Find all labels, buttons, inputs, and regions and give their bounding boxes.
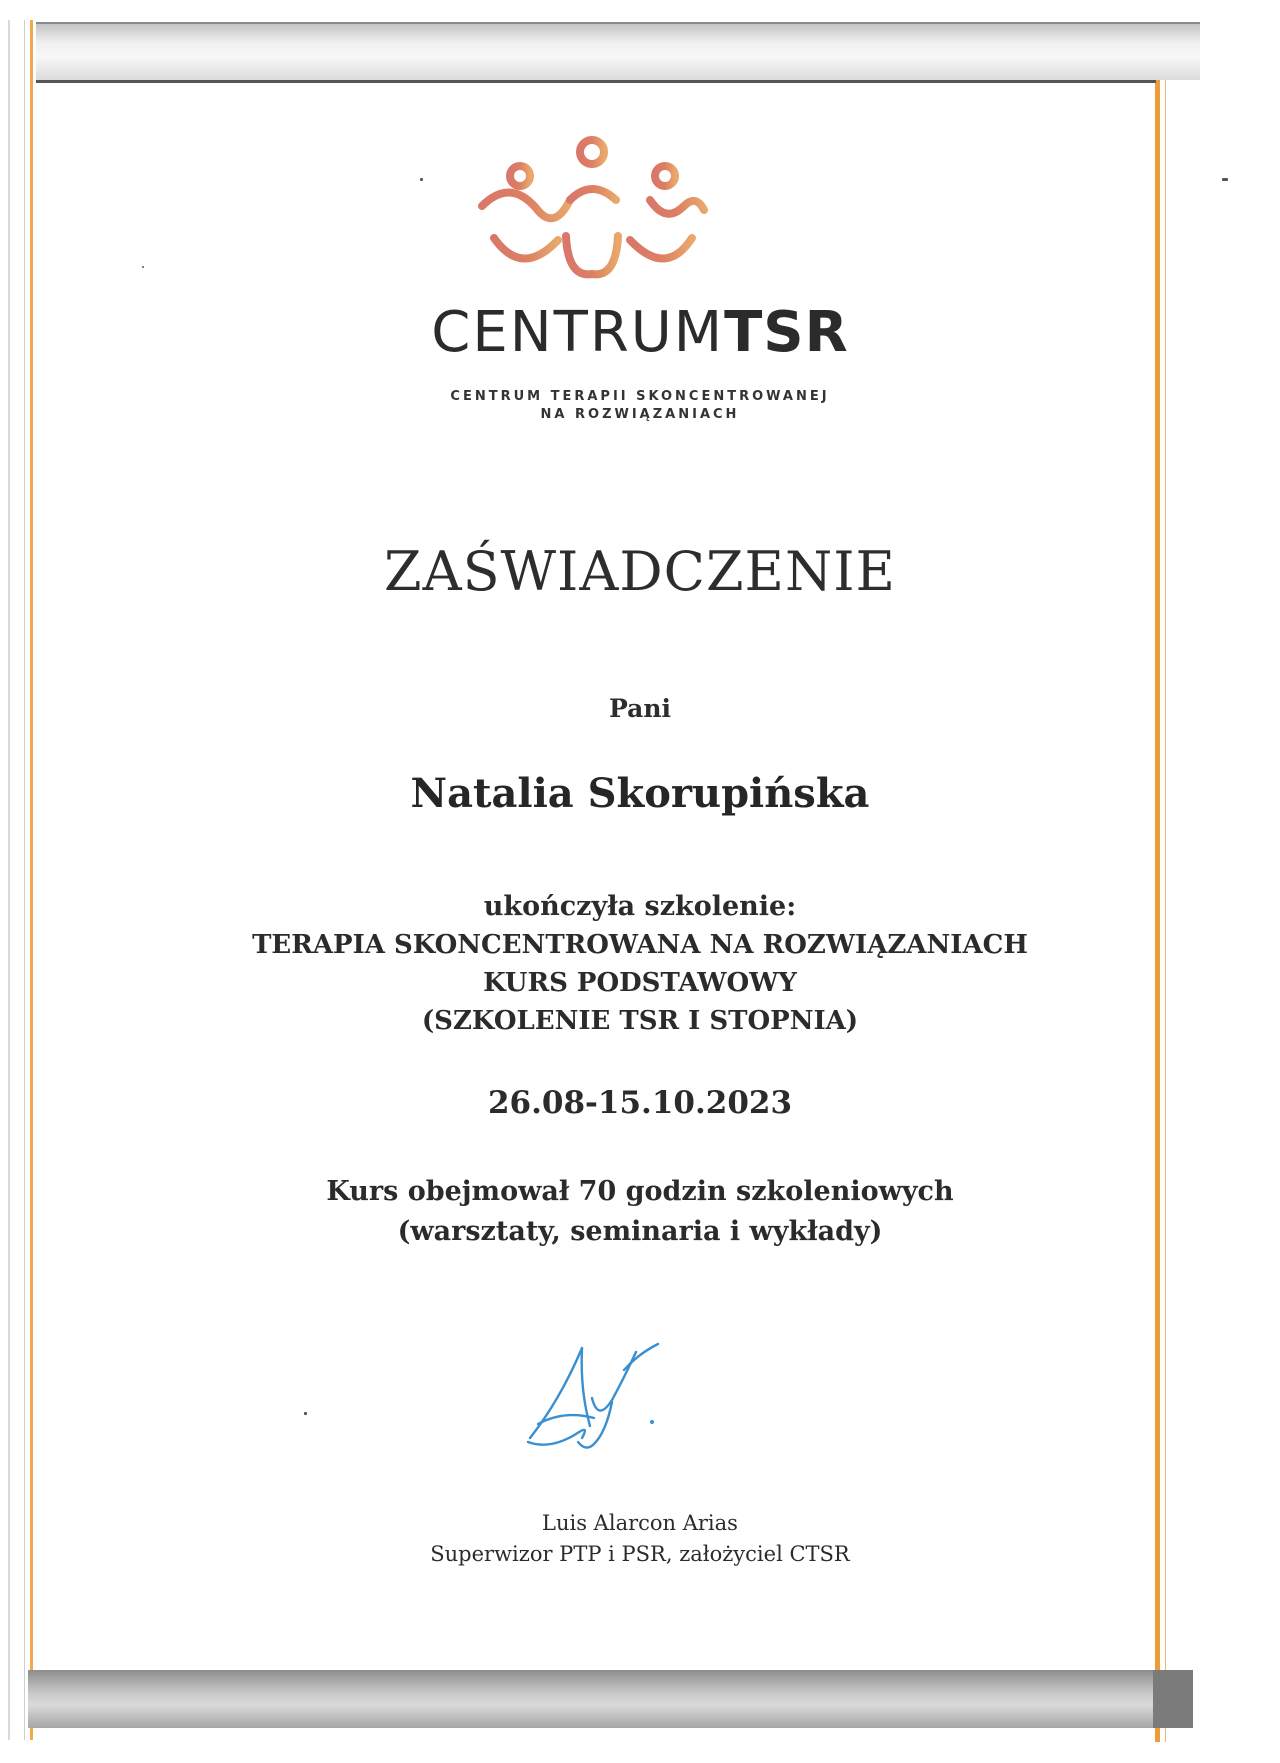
brand-subtitle-line1: CENTRUM TERAPII SKONCENTROWANEJ	[450, 389, 830, 404]
frame-bottom-band-end	[1153, 1670, 1193, 1728]
completed-text: ukończyła szkolenie:	[483, 891, 797, 922]
frame-top-band-bottom	[36, 80, 1156, 83]
course-dates: 26.08-15.10.2023	[487, 1085, 793, 1121]
course-block	[0, 888, 1280, 1040]
certificate-title: ZAŚWIADCZENIE	[384, 540, 896, 603]
brand-subtitle	[0, 388, 1280, 424]
frame-right-thin-line	[1165, 22, 1166, 1742]
frame-right-orange-line	[1155, 22, 1160, 1742]
hours-block	[0, 1172, 1280, 1252]
brand-name	[0, 300, 1280, 365]
signatory-role: Superwizor PTP i PSR, założyciel CTSR	[430, 1542, 850, 1566]
scan-speck	[420, 178, 423, 181]
frame-left-line	[8, 20, 10, 1740]
brand-name-light: CENTRUM	[431, 300, 725, 365]
salutation: Pani	[609, 694, 671, 723]
signatory-block	[0, 1508, 1280, 1570]
hours-line-1: Kurs obejmował 70 godzin szkoleniowych	[326, 1176, 954, 1207]
course-line-2: KURS PODSTAWOWY	[483, 968, 797, 998]
frame-top-band	[36, 22, 1200, 80]
signatory-name: Luis Alarcon Arias	[542, 1511, 738, 1535]
course-line-3: (SZKOLENIE TSR I STOPNIA)	[421, 1006, 859, 1036]
frame-left-thin-line	[24, 20, 25, 1740]
frame-bottom-band	[28, 1670, 1193, 1728]
scan-speck	[142, 266, 144, 268]
frame-top-band-edge	[36, 22, 1200, 24]
three-people-holding-hands-icon	[470, 128, 715, 288]
handwritten-signature	[520, 1340, 670, 1455]
brand-name-bold: TSR	[724, 300, 849, 365]
hours-line-2: (warsztaty, seminaria i wykłady)	[397, 1216, 883, 1247]
recipient-name: Natalia Skorupińska	[410, 770, 870, 817]
frame-left-orange-line	[30, 20, 33, 1740]
brand-subtitle-line2: NA ROZWIĄZANIACH	[540, 407, 740, 422]
scan-speck	[1222, 178, 1228, 181]
scan-speck	[304, 1412, 307, 1415]
course-line-1: TERAPIA SKONCENTROWANA NA ROZWIĄZANIACH	[252, 930, 1028, 960]
